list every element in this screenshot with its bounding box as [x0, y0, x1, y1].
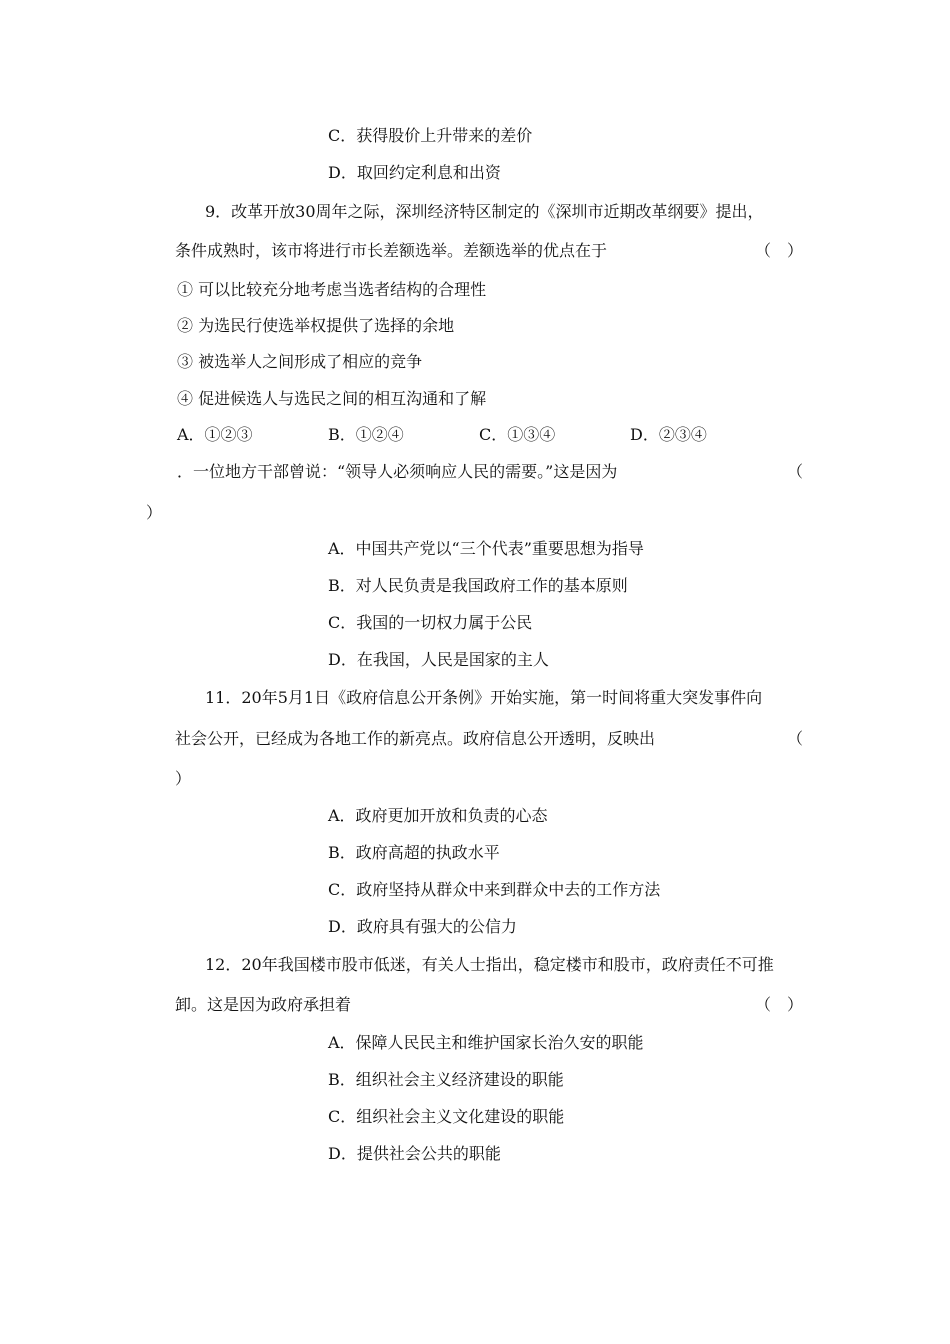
q9-stem-line2: 条件成熟时，该市将进行市长差额选举。差额选举的优点在于 — [175, 241, 608, 260]
q8-option-d: D．取回约定利息和出资 — [328, 163, 501, 182]
q9-answer-paren: （ ） — [755, 241, 804, 260]
q11-paren-open: （ — [787, 729, 804, 748]
q9-item-4: ④ 促进候选人与选民之间的相互沟通和了解 — [177, 389, 487, 408]
q9-item-2: ② 为选民行使选举权提供了选择的余地 — [177, 316, 455, 335]
q12-option-a: A．保障人民民主和维护国家长治久安的职能 — [328, 1033, 644, 1052]
q8-option-c: C．获得股价上升带来的差价 — [328, 126, 533, 145]
q11-option-b: B．政府高超的执政水平 — [328, 843, 500, 862]
q10-option-d: D．在我国，人民是国家的主人 — [328, 650, 549, 669]
q12-option-c: C．组织社会主义文化建设的职能 — [328, 1107, 565, 1126]
q10-paren-close: ） — [146, 503, 163, 522]
q11-option-d: D．政府具有强大的公信力 — [328, 917, 517, 936]
q9-option-d: D．②③④ — [630, 425, 707, 444]
q11-paren-close: ） — [175, 769, 192, 788]
q9-item-3: ③ 被选举人之间形成了相应的竞争 — [177, 352, 423, 371]
q10-stem: ．一位地方干部曾说：“领导人必须响应人民的需要。”这是因为 — [177, 462, 618, 481]
q12-stem-line2: 卸。这是因为政府承担着 — [175, 995, 352, 1014]
q10-paren-open: （ — [787, 462, 804, 481]
q10-option-a: A．中国共产党以“三个代表”重要思想为指导 — [328, 539, 644, 558]
q12-option-d: D．提供社会公共的职能 — [328, 1144, 501, 1163]
q9-stem-line1: 9．改革开放30周年之际，深圳经济特区制定的《深圳市近期改革纲要》提出， — [205, 202, 764, 221]
q12-option-b: B．组织社会主义经济建设的职能 — [328, 1070, 564, 1089]
q12-answer-paren: （ ） — [755, 995, 804, 1014]
q10-option-c: C．我国的一切权力属于公民 — [328, 613, 533, 632]
q10-option-b: B．对人民负责是我国政府工作的基本原则 — [328, 576, 628, 595]
q11-stem-line1: 11．20年5月1日《政府信息公开条例》开始实施，第一时间将重大突发事件向 — [205, 688, 763, 707]
q11-option-a: A．政府更加开放和负责的心态 — [328, 806, 548, 825]
q12-stem-line1: 12．20年我国楼市股市低迷，有关人士指出，稳定楼市和股市，政府责任不可推 — [205, 955, 774, 974]
q11-option-c: C．政府坚持从群众中来到群众中去的工作方法 — [328, 880, 661, 899]
q9-option-c: C．①③④ — [479, 425, 556, 444]
q11-stem-line2: 社会公开，已经成为各地工作的新亮点。政府信息公开透明，反映出 — [175, 729, 656, 748]
q9-option-a: A．①②③ — [177, 425, 253, 444]
q9-option-b: B．①②④ — [328, 425, 404, 444]
q9-item-1: ① 可以比较充分地考虑当选者结构的合理性 — [177, 280, 487, 299]
